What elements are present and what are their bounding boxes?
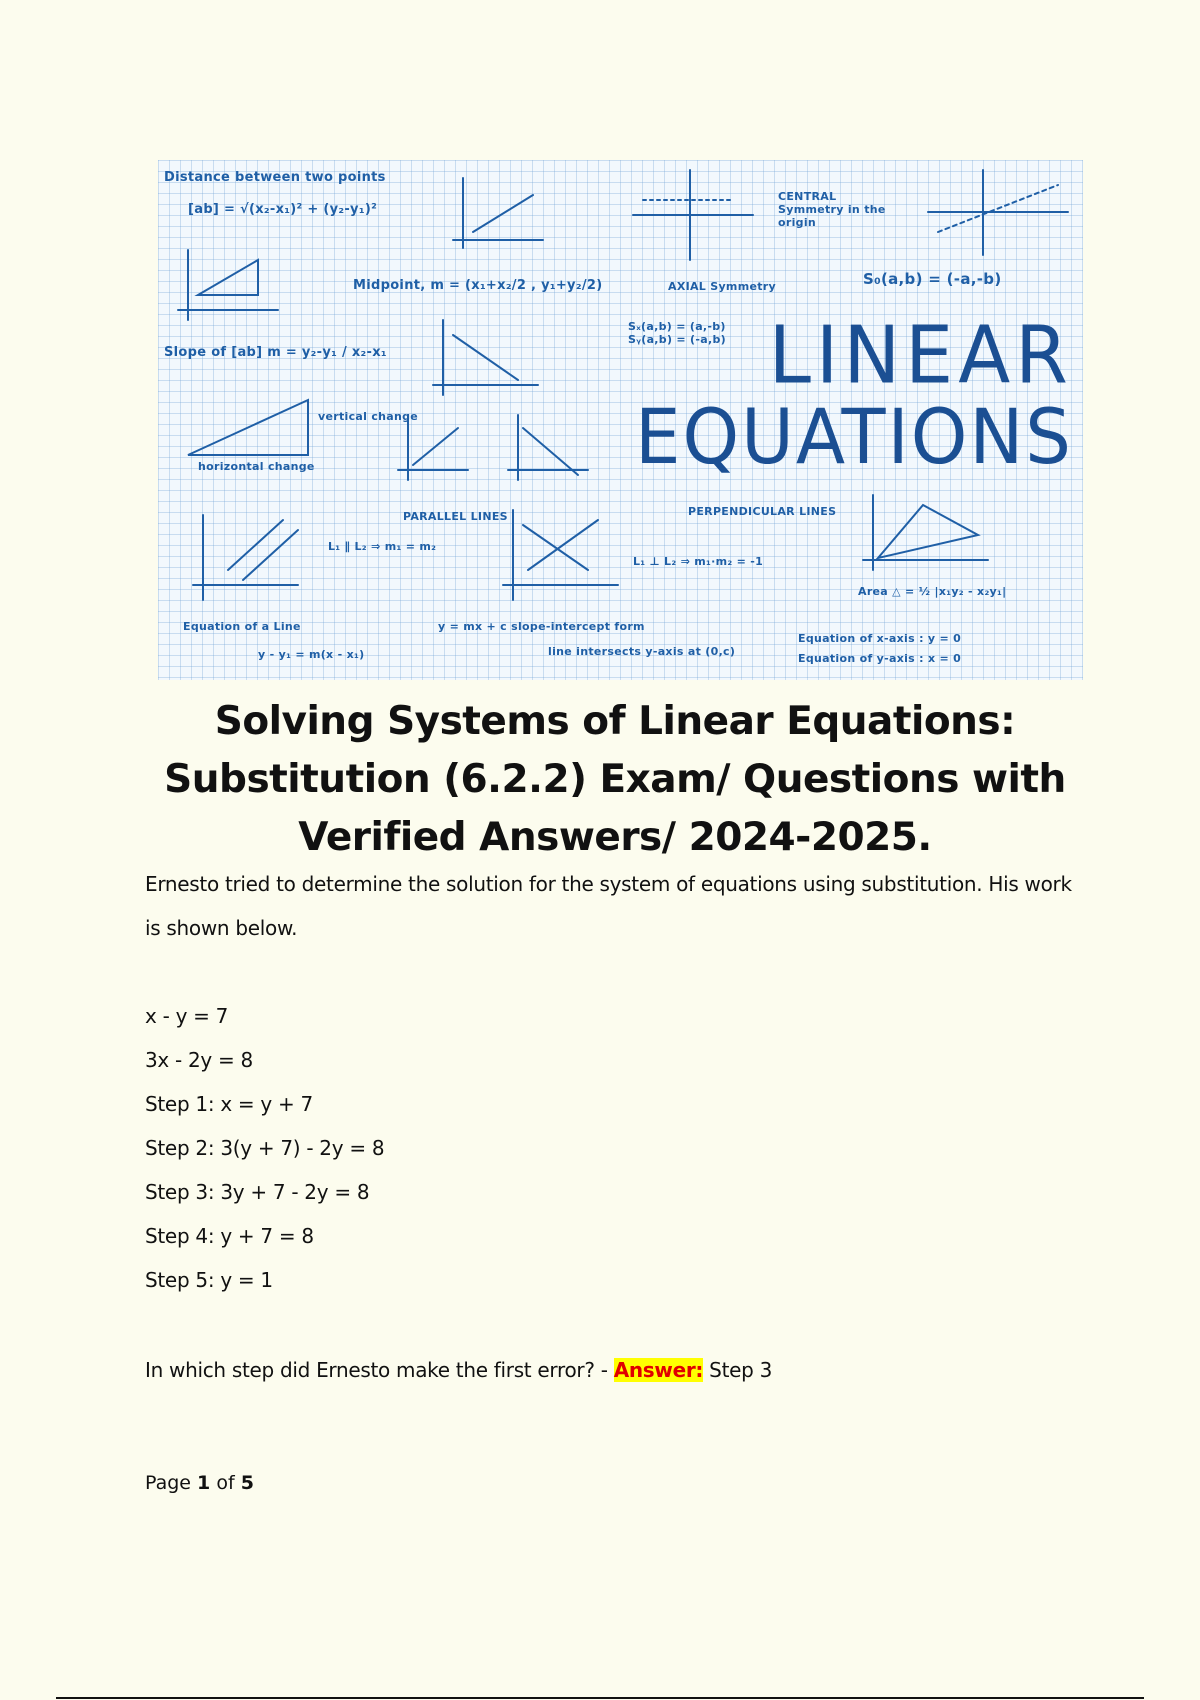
footer-divider xyxy=(56,1697,1144,1699)
banner-equation-line: Equation of a Line xyxy=(183,620,301,633)
banner-y-axis: Equation of y-axis : x = 0 xyxy=(798,652,962,665)
banner-axial-formula: Sₓ(a,b) = (a,-b) Sᵧ(a,b) = (-a,b) xyxy=(628,320,726,346)
banner-central-symmetry: CENTRAL Symmetry in the origin xyxy=(778,190,886,229)
banner-perpendicular-formula: L₁ ⊥ L₂ ⇒ m₁·m₂ = -1 xyxy=(633,555,764,568)
answer-label: Answer: xyxy=(613,1358,704,1382)
banner-line-intersects: line intersects y-axis at (0,c) xyxy=(548,645,736,658)
banner-parallel-formula: L₁ ∥ L₂ ⇒ m₁ = m₂ xyxy=(328,540,437,553)
banner-horizontal-change: horizontal change xyxy=(198,460,315,473)
banner-axial-symmetry: AXIAL Symmetry xyxy=(668,280,776,293)
banner-x-axis: Equation of x-axis : y = 0 xyxy=(798,632,962,645)
page-total: 5 xyxy=(240,1472,254,1494)
banner-parallel-lines: PARALLEL LINES xyxy=(403,510,508,523)
linear-equations-banner-image xyxy=(158,160,1083,680)
step-5: Step 5: y = 1 xyxy=(145,1268,273,1292)
intro-paragraph: Ernesto tried to determine the solution for the system of equations using substitution. His work is shown below. xyxy=(145,872,1072,940)
banner-perpendicular-lines: PERPENDICULAR LINES xyxy=(688,505,837,518)
banner-area-formula: Area △ = ½ |x₁y₂ - x₂y₁| xyxy=(858,585,1007,598)
question-text: In which step did Ernesto make the first error? - xyxy=(145,1358,614,1382)
question-line xyxy=(145,1358,772,1382)
step-2: Step 2: 3(y + 7) - 2y = 8 xyxy=(145,1136,385,1160)
equation-1: x - y = 7 xyxy=(145,1004,229,1028)
answer-text: Step 3 xyxy=(703,1358,773,1382)
banner-point-slope: y - y₁ = m(x - x₁) xyxy=(258,648,365,661)
banner-slope-note: Slope of [ab] m = y₂-y₁ / x₂-x₁ xyxy=(164,345,387,360)
banner-distance-note: Distance between two points xyxy=(164,170,386,185)
page-current: 1 xyxy=(197,1472,211,1494)
equation-2: 3x - 2y = 8 xyxy=(145,1048,253,1072)
page-number: Page 1 of 5 xyxy=(145,1472,254,1494)
banner-slope-intercept: y = mx + c slope-intercept form xyxy=(438,620,645,633)
banner-vertical-change: vertical change xyxy=(318,410,419,423)
step-3: Step 3: 3y + 7 - 2y = 8 xyxy=(145,1180,370,1204)
banner-heading-linear: LINEAR xyxy=(768,307,1073,402)
banner-heading-equations: EQUATIONS xyxy=(635,392,1073,482)
banner-midpoint-note: Midpoint, m = (x₁+x₂/2 , y₁+y₂/2) xyxy=(353,278,603,293)
document-title: Solving Systems of Linear Equations: Substitution (6.2.2) Exam/ Questions with Verified Answers/ 2024-2025. xyxy=(164,699,1066,860)
step-4: Step 4: y + 7 = 8 xyxy=(145,1224,314,1248)
banner-central-formula: S₀(a,b) = (-a,-b) xyxy=(863,270,1002,288)
step-1: Step 1: x = y + 7 xyxy=(145,1092,313,1116)
banner-distance-formula: [ab] = √(x₂-x₁)² + (y₂-y₁)² xyxy=(188,202,378,217)
